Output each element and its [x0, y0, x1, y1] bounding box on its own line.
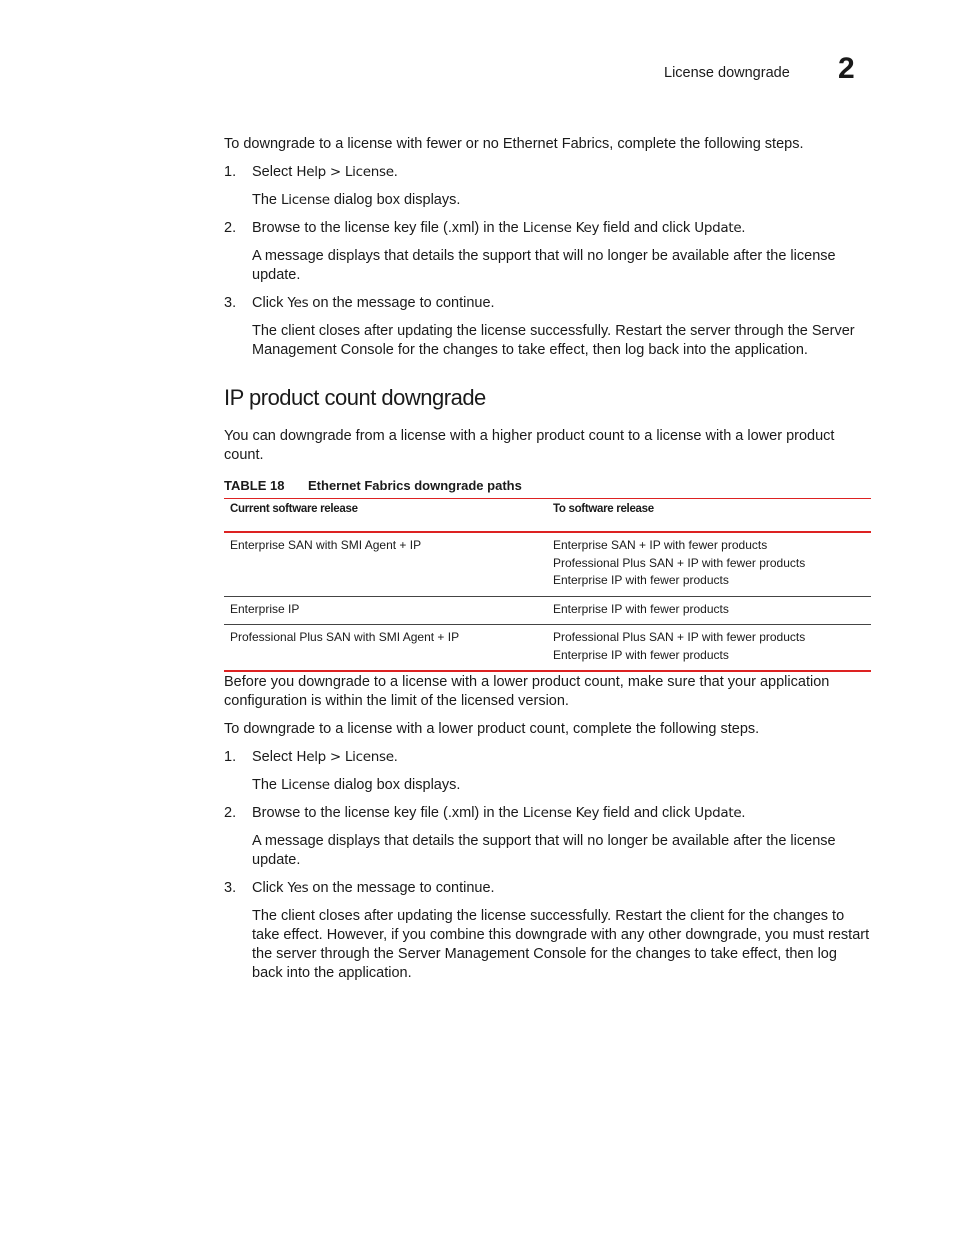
column-header-target: To software release — [553, 503, 654, 515]
table-header-row — [224, 499, 871, 533]
target-release: Enterprise IP with fewer products — [553, 573, 729, 587]
result-text: dialog box displays. — [329, 192, 461, 208]
step-number: 3. — [224, 880, 237, 896]
ui-reference: Update — [694, 805, 742, 821]
current-release-cell: Professional Plus SAN with SMI Agent + IP — [230, 630, 460, 644]
step-text: Click — [252, 880, 288, 896]
section-intro: You can downgrade from a license with a higher product count to a license with a lower product count. — [224, 428, 835, 463]
ui-reference: Yes — [287, 880, 309, 896]
current-release-cell: Enterprise SAN with SMI Agent + IP — [230, 538, 422, 552]
step-number: 2. — [224, 220, 237, 236]
table-row — [224, 596, 871, 625]
table-row — [224, 625, 871, 672]
target-release-cell — [547, 625, 871, 672]
ui-reference: Yes — [287, 295, 309, 311]
table-caption-label: TABLE 18 — [224, 478, 285, 493]
target-release: Enterprise IP with fewer products — [553, 647, 729, 662]
step-2-result: A message displays that details the support that will no longer be available after the license update. — [252, 833, 836, 868]
target-release-cell — [547, 532, 871, 596]
downgrade-paths-table — [224, 498, 871, 672]
step-text: field and click — [599, 220, 695, 236]
step-text: on the message to continue. — [308, 880, 495, 896]
table-row — [224, 532, 871, 596]
step-3 — [224, 879, 495, 898]
step-number: 1. — [224, 749, 237, 765]
chapter-number: 2 — [838, 52, 855, 85]
result-text: The — [252, 777, 282, 793]
before-downgrade-paragraph: Before you downgrade to a license with a lower product count, make sure that your application configuration is within the limit of the licensed version. — [224, 674, 830, 709]
running-header-title: License downgrade — [664, 65, 790, 81]
step-number: 3. — [224, 295, 237, 311]
target-release: Professional Plus SAN + IP with fewer products — [553, 555, 806, 570]
step-number: 2. — [224, 805, 237, 821]
step-3-result: The client closes after updating the license successfully. Restart the client for the changes to take effect. However, if you combine this downgrade with any other downgrade, you must restart the server through the Server Management Console for the changes to take effect, then log back into the application. — [252, 908, 870, 981]
ui-reference: License Key — [522, 220, 600, 236]
step-text: . — [741, 805, 746, 821]
step-text: Browse to the license key file (.xml) in the — [252, 220, 523, 236]
step-3-result: The client closes after updating the license successfully. Restart the server through the Server Management Console for the changes to take effect, then log back into the application. — [252, 323, 855, 358]
step-text: on the message to continue. — [308, 295, 495, 311]
step-1-result — [252, 776, 870, 795]
ui-reference: License — [281, 192, 330, 208]
result-text: The — [252, 192, 282, 208]
step-text: field and click — [599, 805, 695, 821]
step-2 — [224, 804, 745, 823]
target-release: Professional Plus SAN + IP with fewer products — [553, 630, 806, 644]
step-1 — [224, 163, 398, 182]
step-text: Click — [252, 295, 288, 311]
step-text: . — [741, 220, 746, 236]
target-release-cell — [547, 596, 871, 625]
step-text: Browse to the license key file (.xml) in the — [252, 805, 523, 821]
current-release-cell: Enterprise IP — [230, 601, 300, 616]
step-number: 1. — [224, 164, 237, 180]
step-3 — [224, 294, 495, 313]
target-release: Enterprise SAN + IP with fewer products — [553, 538, 768, 552]
column-header-current: Current software release — [230, 503, 358, 515]
step-2 — [224, 219, 745, 238]
step-text: Select — [252, 164, 297, 180]
target-release: Enterprise IP with fewer products — [553, 601, 729, 616]
step-text: . — [393, 164, 398, 180]
step-2-result: A message displays that details the support that will no longer be available after the license update. — [252, 248, 836, 283]
ui-reference: License Key — [522, 805, 600, 821]
ui-reference: Help > License — [296, 164, 394, 180]
step-1-result — [252, 191, 870, 210]
ui-reference: Help > License — [296, 749, 394, 765]
section-heading: IP product count downgrade — [224, 385, 486, 410]
ui-reference: License — [281, 777, 330, 793]
step-1 — [224, 748, 398, 767]
step-text: Select — [252, 749, 297, 765]
result-text: dialog box displays. — [329, 777, 461, 793]
intro-paragraph-2: To downgrade to a license with a lower product count, complete the following steps. — [224, 721, 760, 737]
step-text: . — [393, 749, 398, 765]
intro-paragraph: To downgrade to a license with fewer or no Ethernet Fabrics, complete the following steps. — [224, 136, 804, 152]
table-caption-title: Ethernet Fabrics downgrade paths — [308, 478, 522, 493]
ui-reference: Update — [694, 220, 742, 236]
